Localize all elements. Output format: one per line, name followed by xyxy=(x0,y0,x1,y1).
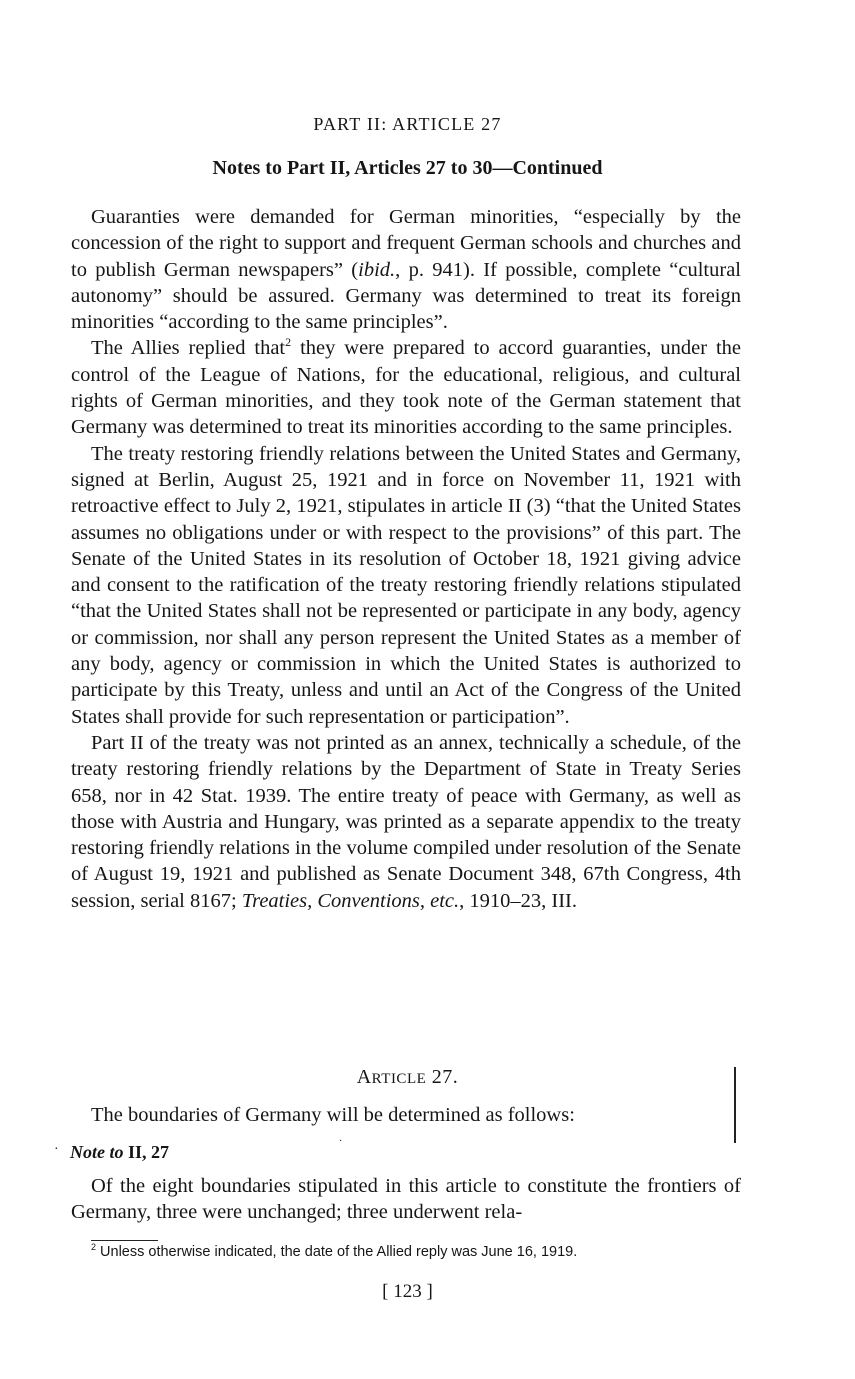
article-text: The boundaries of Germany will be determined as follows: xyxy=(91,1104,575,1126)
publication-title: Treaties, Conventions, etc. xyxy=(241,889,460,912)
notes-title: Notes to Part II, Articles 27 to 30—Continued xyxy=(212,157,603,179)
article-heading: ARTICLE 27. xyxy=(356,1066,459,1088)
paragraph-part-ii-printing: Part II of the treaty was not printed as an annex, technically a schedule, of the treaty restoring friendly relations by the Department of State in Treaty Series 658, nor in 42 Stat. 1939. The entire treaty of peace with Germany, as well as those with Austria and Hungary, was printed as a separate appendix to the treaty restoring friendly relations in the volume compiled under resolution of the Senate of August 19, 1921 and published as Senate Document 348, 67th Congress, 4th session, serial 8167; Treaties, Conventions, etc., 1910–23, III. xyxy=(71,731,741,912)
note-body xyxy=(71,1173,741,1226)
note-label: Note to II, 27 xyxy=(70,1142,170,1162)
footnote-ref[interactable]: 2 xyxy=(285,335,292,350)
paragraph-treaty-restoring: The treaty restoring friendly relations between the United States and Germany, signed at Berlin, August 25, 1921 and in force on November 11, 1921 with retroactive effect to July 2, 1921, stipulates in article II (3) “that the United States assumes no obligations under or with respect to the provisions” of this part. The Senate of the United States in its resolution of October 18, 1921 giving advice and consent to the ratification of the treaty restoring friendly relations stipulated “that the United States shall not be represented or participate in any body, agency or commission, nor shall any person represent the United States as a member of any body, agency or commission in which the United States is authorized to participate by this Treaty, unless and until an Act of the Congress of the United States shall provide for such representation or participation”. xyxy=(71,442,741,728)
footnote-rule xyxy=(91,1240,158,1241)
stray-dot: · xyxy=(339,1136,343,1147)
notes-body xyxy=(71,204,741,914)
paragraph-allies-reply: The Allies replied that$^2$ they were prepared to accord guaranties, under the control of the League of Nations, for the educational, religious, and cultural rights of German minorities, and they took note of the German statement that Germany was determined to treat its minorities according to the same principles. xyxy=(71,335,741,439)
stray-mark: · xyxy=(54,1142,59,1157)
paragraph-eight-boundaries: Of the eight boundaries stipulated in this article to constitute the frontiers of Germany, three were unchanged; three underwent rela- xyxy=(71,1175,741,1224)
margin-rule xyxy=(734,1067,736,1143)
paragraph-guaranties: Guaranties were demanded for German minorities, “especially by the concession of the right to support and frequent German schools and churches and to publish German newspapers” (ibid., p. 941). If possible, complete “cultural autonomy” should be assured. Germany was determined to treat its foreign minorities “according to the same principles”. xyxy=(71,206,741,334)
running-head: PART II: ARTICLE 27 xyxy=(313,114,502,134)
citation-ibid: ibid. xyxy=(358,258,396,281)
footnote: $^2$ Unless otherwise indicated, the date of the Allied reply was June 16, 1919. xyxy=(91,1242,578,1260)
page-number: [ 123 ] xyxy=(382,1281,433,1302)
